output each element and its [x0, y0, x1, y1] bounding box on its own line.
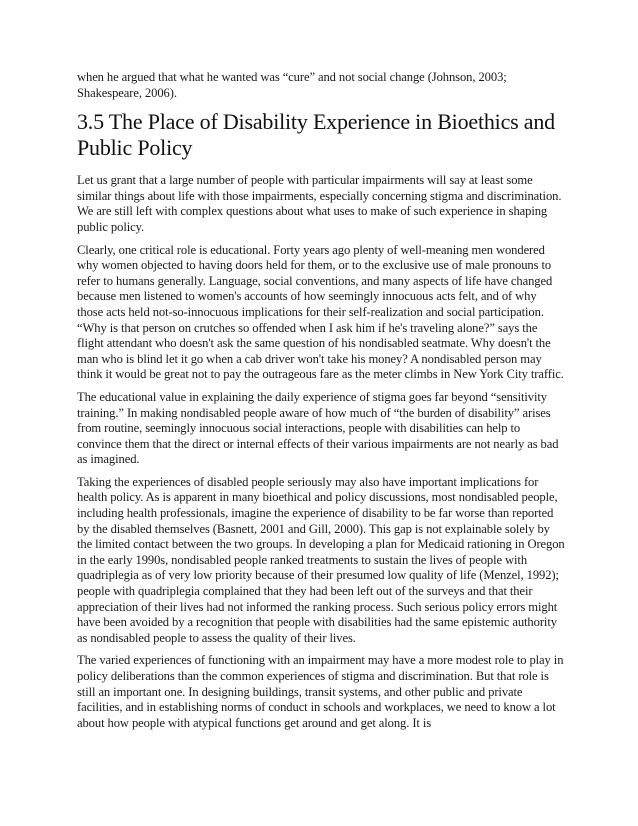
body-paragraph: The educational value in explaining the daily experience of stigma goes far beyond “sensitivity training.” In making nondisabled people aware of how much of “the burden of disability” arises from routine, seemingly innocuous social interactions, people with disabilities can help to convince them that the direct or internal effects of their various impairments are not nearly as bad as imagined.	[77, 389, 559, 467]
body-paragraph: Let us grant that a large number of people with particular impairments will say at least some similar things about life with those impairments, especially concerning stigma and discrimination. We are still left with complex questions about what uses to make of such experience in shaping public policy.	[77, 173, 562, 234]
section-heading: 3.5 The Place of Disability Experience in Bioethics and Public Policy	[77, 109, 555, 161]
body-paragraph: Clearly, one critical role is educational. Forty years ago plenty of well-meaning men wondered why women objected to having doors held for them, or to the exclusive use of male pronouns to refer to humans generally. Language, social conventions, and many aspects of life have changed because men listened to women's accounts of how seemingly innocuous acts felt, and of why those acts held not-so-innocuous implications for their self-realization and social participation. “Why is that person on crutches so offended when I ask him if he's traveling alone?” says the flight attendant who doesn't ask the same question of his nondisabled seatmate. Why doesn't the man who is blind let it go when a cab driver won't take his money? A nondisabled person may think it would be great not to pay the outrageous fare as the meter climbs in New York City traffic.	[77, 242, 564, 382]
body-paragraph: The varied experiences of functioning with an impairment may have a more modest role to play in policy deliberations than the common experiences of stigma and discrimination. But that role is still an important one. In designing buildings, transit systems, and other public and private facilities, and in establishing norms of conduct in schools and workplaces, we need to know a lot about how people with atypical functions get around and get along. It is	[77, 653, 564, 730]
body-paragraph: Taking the experiences of disabled people seriously may also have important implications for health policy. As is apparent in many bioethical and policy discussions, most nondisabled people, including health professionals, imagine the experience of disability to be far worse than reported by the disabled themselves (Basnett, 2001 and Gill, 2000). This gap is not explainable solely by the limited contact between the two groups. In developing a plan for Medicaid rationing in Oregon in the early 1990s, nondisabled people ranked treatments to sustain the lives of people with quadriplegia as of very low priority because of their presumed low quality of life (Menzel, 1992); people with quadriplegia complained that they had been left out of the surveys and that their appreciation of their lives had not informed the ranking process. Such serious policy errors might have been avoided by a recognition that people with disabilities had the same epistemic authority as nondisabled people to assess the quality of their lives.	[77, 474, 565, 645]
document-page	[77, 70, 565, 738]
intro-paragraph: when he argued that what he wanted was “cure” and not social change (Johnson, 2003; Shakespeare, 2006).	[77, 70, 507, 100]
